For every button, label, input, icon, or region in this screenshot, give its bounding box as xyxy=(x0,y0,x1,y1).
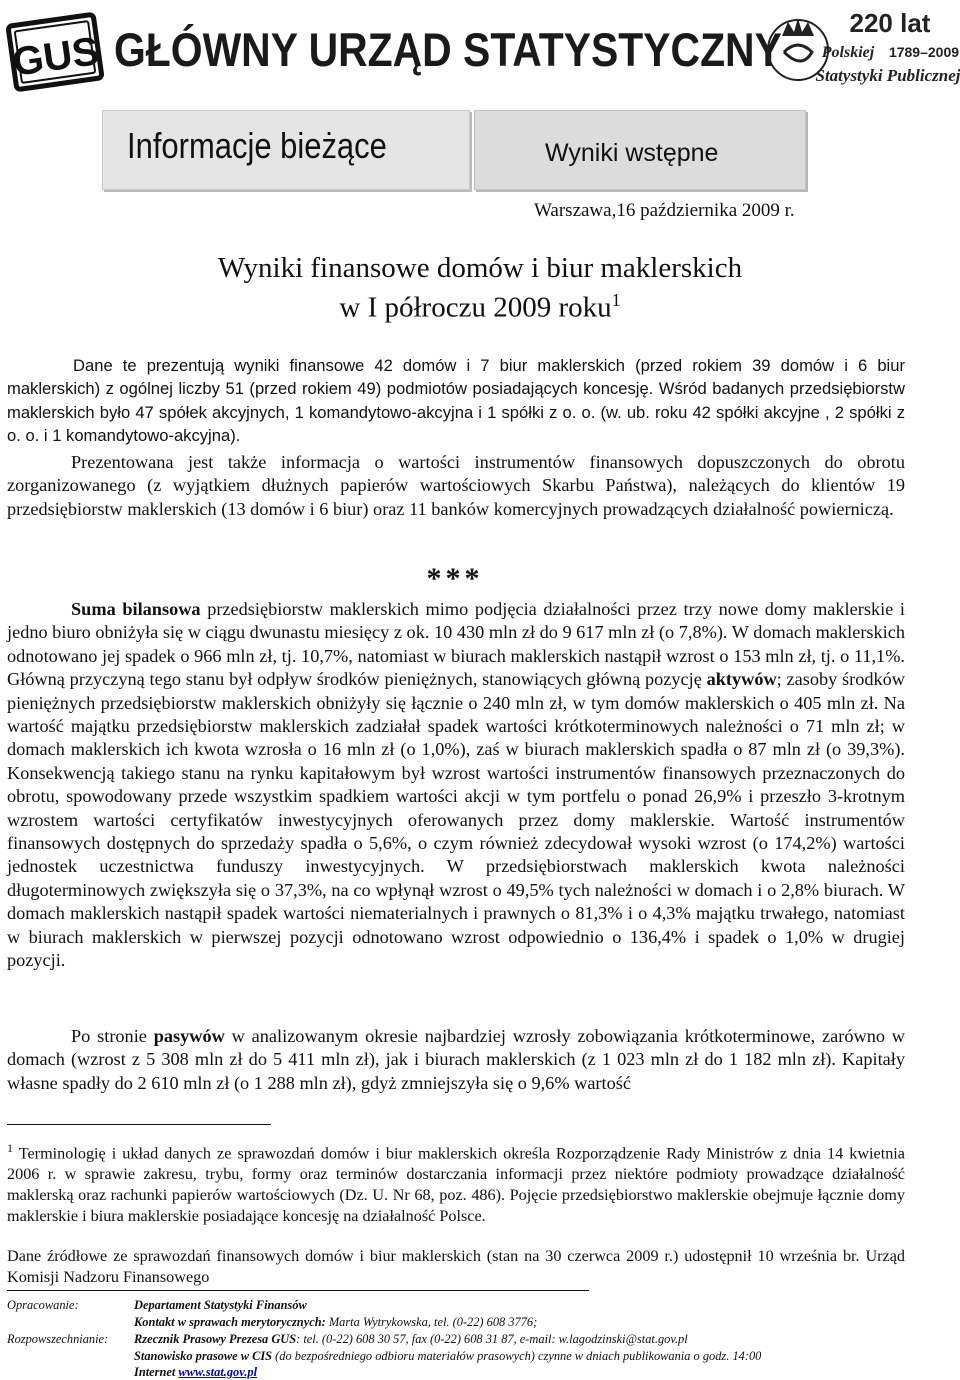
banner-current-information xyxy=(102,110,470,190)
internet-line: Internet www.stat.gov.pl xyxy=(134,1365,258,1379)
footnote-ref: 1 xyxy=(611,290,621,310)
keyword-liabilities: pasywów xyxy=(153,1026,225,1046)
banner-right-label: Wyniki wstępne xyxy=(545,139,719,167)
section-separator: *** xyxy=(426,562,484,595)
svg-text:GUS: GUS xyxy=(9,29,102,85)
website-link[interactable]: www.stat.gov.pl xyxy=(178,1365,258,1379)
document-title-line1: Wyniki finansowe domów i biur maklerskich xyxy=(217,252,743,284)
banner-preliminary-results xyxy=(474,110,806,190)
anniversary-emblem xyxy=(764,2,960,94)
prepared-label: Opracowanie: xyxy=(7,1298,79,1312)
distribution-line: Rzecznik Prasowy Prezesa GUS: tel. (0-22) 608 30 57, fax (0-22) 608 31 87, e-mail: w.lagodzinski@stat.gov.pl xyxy=(134,1332,688,1346)
svg-text:220 lat: 220 lat xyxy=(849,8,931,38)
svg-text:1789–2009: 1789–2009 xyxy=(888,44,960,60)
gus-logo xyxy=(6,10,104,94)
document-title-line2: w I półroczu 2009 roku$^1$ xyxy=(339,290,621,324)
cis-line: Stanowisko prasowe w CIS (do bezpośredniego odbioru materiałów prasowych) czynne w dniach publikowania o godz. 14:00 xyxy=(134,1349,762,1363)
banner-left-label: Informacje bieżące xyxy=(127,125,387,166)
distribution-label: Rozpowszechnianie: xyxy=(7,1332,109,1346)
footnote-1: $^1$ Terminologię i układ danych ze sprawozdań domów i biur maklerskich określa Rozporządzenie Rady Ministrów z dnia 14 kwietnia 2006 r. w sprawie zakresu, trybu, formy oraz terminów dostarczania informacji przez niektóre podmioty prowadzące działalność maklerską oraz rachunki papierów wartościowych (Dz. U. Nr 68, poz. 486). Pojęcie przedsiębiorstwo maklerskie obejmuje łącznie domy maklerskie i biura maklerskie posiadające koncesję na działalność Polsce. xyxy=(7,1141,905,1225)
body-paragraph-2: Po stronie pasywów w analizowanym okresie najbardziej wzrosły zobowiązania krótkoterminowe, zarówno w domach (wzrost z 5 308 mln zł do 5 411 mln zł), jak i biurach maklerskich (z 1 023 mln zł do 1 182 mln zł). Kapitały własne spadły do 2 610 mln zł (o 1 288 mln zł), gdyż zmniejszyła się o 9,6% wartość xyxy=(7,1026,905,1093)
footnote-divider xyxy=(7,1124,271,1125)
crown-icon xyxy=(782,18,814,36)
prepared-value: Departament Statystyki Finansów xyxy=(134,1298,307,1312)
source-note: Dane źródłowe ze sprawozdań finansowych domów i biur maklerskich (stan na 30 czerwca 2009 r.) udostępnił 10 września br. Urząd Komisji Nadzoru Finansowego xyxy=(7,1247,905,1286)
footer-divider xyxy=(7,1290,589,1291)
body-paragraph-1: Suma bilansowa przedsiębiorstw maklerskich mimo podjęcia działalności przez trzy nowe domy maklerskie i jedno biuro obniżyła się w ciągu dwunastu miesięcy z ok. 10 430 mln zł do 9 617 mln zł (o 7,8%). W domach maklerskich odnotowano jej spadek o 966 mln zł, tj. 10,7%, natomiast w biurach maklerskich nastąpił wzrost o 153 mln zł, tj. o 11,1%. Główną przyczyną tego stanu był odpływ środków pieniężnych, stanowiących główną pozycję aktywów; zasoby środków pieniężnych przedsiębiorstw maklerskich obniżyły się łącznie o 240 mln zł, w tym domów maklerskich o 405 mln zł. Na wartość majątku przedsiębiorstw maklerskich zadziałał spadek wartości krótkoterminowych należności o 71 mln zł; w domach maklerskich ich kwota wzrosła o 16 mln zł (o 1,0%), zaś w biurach maklerskich spadła o 87 mln zł (o 39,3%). Konsekwencją takiego stanu na rynku kapitałowym był wzrost wartości instrumentów finansowych przeznaczonych do obrotu, spowodowany przede wszystkim spadkiem wartości akcji w tym portfelu o ponad 26,9% i przeszło 3-krotnym wzrostem wartości certyfikatów inwestycyjnych oferowanych przez domy maklerskie. Wartość instrumentów finansowych dostępnych do sprzedaży spadła o 5,6%, o czym również zdecydował wysoki wzrost (o 174,2%) wartości jednostek uczestnictwa funduszy inwestycyjnych. W przedsiębiorstwach maklerskich kwota należności długoterminowych zwiększyła się o 37,3%, na co wpłynął wzrost o 49,5% tych należności w domach i o 2,8% biurach. W domach maklerskich nastąpił spadek wartości niematerialnych i prawnych o 81,3% i o 4,3% majątku trwałego, natomiast w biurach maklerskich w pierwszej pozycji odnotowano wzrost odpowiednio o 136,4% i spadek o 1,0% w drugiej pozycji. xyxy=(7,599,905,971)
svg-text:Statystyki Publicznej: Statystyki Publicznej xyxy=(815,66,960,85)
keyword-balance-sum: Suma bilansowa xyxy=(71,599,201,619)
contact-line: Kontakt w sprawach merytorycznych: Marta Wytrykowska, tel. (0-22) 608 3776; xyxy=(134,1315,538,1329)
date-line: Warszawa,16 października 2009 r. xyxy=(534,200,795,221)
org-name: GŁÓWNY URZĄD STATYSTYCZNY xyxy=(114,23,782,76)
svg-text:Polskiej: Polskiej xyxy=(821,44,875,61)
keyword-assets: aktywów xyxy=(706,669,777,690)
intro-paragraph: Dane te prezentują wyniki finansowe 42 domów i 7 biur maklerskich (przed rokiem 39 domów i 6 biur maklerskich) z ogólnej liczby 51 (przed rokiem 49) podmiotów posiadających koncesję. Wśród badanych przedsiębiorstw maklerskich było 47 spółek akcyjnych, 1 komandytowo-akcyjna i 1 spółki z o. o. (w. ub. roku 42 spółki akcyjne , 2 spółki z o. o. i 1 komandytowo-akcyjna). xyxy=(7,356,905,446)
intro-paragraph-2: Prezentowana jest także informacja o wartości instrumentów finansowych dopuszczonych do obrotu zorganizowanego (z wyjątkiem dłużnych papierów wartościowych Skarbu Państwa), należących do klientów 19 przedsiębiorstw maklerskich (13 domów i 6 biur) oraz 11 banków komercyjnych prowadzących działalność powierniczą. xyxy=(7,452,905,519)
